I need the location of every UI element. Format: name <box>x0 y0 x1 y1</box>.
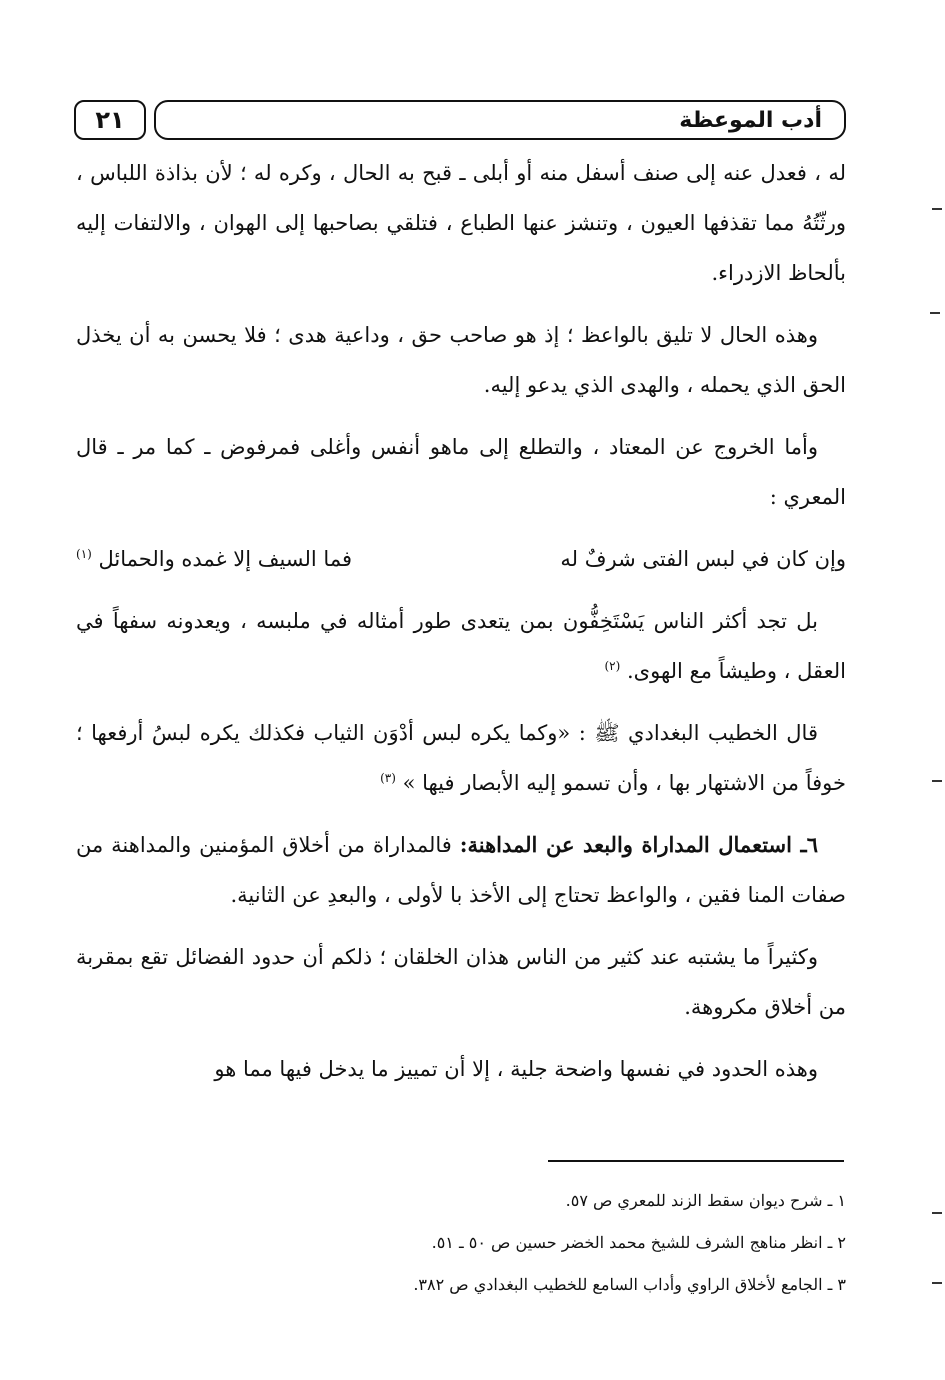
paragraph-text: قال الخطيب البغدادي ﷺ : «وكما يكره لبس أدْوَن الثياب فكذلك يكره لبسُ أرفعها ؛ خوفاً من الاشتهار بها ، وأن تسمو إليه الأبصار فيها » <box>76 721 846 795</box>
footnote-item: ٢ ـ انظر مناهج الشرف للشيخ محمد الخضر حسين ص ٥٠ ـ ٥١. <box>431 1233 846 1252</box>
main-text <box>76 148 846 1106</box>
section-heading: ٦ـ استعمال المداراة والبعد عن المداهنة: <box>459 832 818 857</box>
paragraph <box>76 820 846 920</box>
footnotes <box>76 1180 846 1306</box>
paragraph-text: بل تجد أكثر الناس يَسْتَخِفُّون بمن يتعدى طور أمثاله في ملبسه ، ويعدونه سفهاً في العقل ، وطيشاً مع الهوى. <box>76 609 846 683</box>
paragraph: وأما الخروج عن المعتاد ، والتطلع إلى ماهو أنفس وأغلى فمرفوض ـ كما مر ـ قال المعري : <box>76 435 846 509</box>
verse-second-text: فما السيف إلا غمده والحمائل <box>98 547 353 571</box>
margin-mark <box>932 1212 942 1214</box>
margin-mark <box>932 208 942 210</box>
paragraph: وكثيراً ما يشتبه عند كثير من الناس هذان الخلقان ؛ ذلكم أن حدود الفضائل تقع بمقربة من أخلاق مكروهة. <box>76 945 846 1019</box>
footnote-item: ١ ـ شرح ديوان سقط الزند للمعري ص ٥٧. <box>565 1191 846 1210</box>
paragraph <box>76 708 846 808</box>
verse-first-hemistich: وإن كان في لبس الفتى شرفٌ له <box>560 547 846 571</box>
page-header <box>74 92 846 140</box>
verse-second-hemistich <box>76 534 352 584</box>
footnote-ref: (٣) <box>380 771 396 785</box>
paragraph-text: فالمداراة من أخلاق المؤمنين والمداهنة من صفات المنا فقين ، والواعظ تحتاج إلى الأخذ با لأولى ، والبعدِ عن الثانية. <box>76 833 846 907</box>
footnote-ref: (٢) <box>604 659 621 673</box>
running-title: أدب الموعظة <box>154 100 846 140</box>
paragraph <box>76 596 846 696</box>
page-number: ٢١ <box>74 100 146 140</box>
footnote-separator <box>548 1160 844 1162</box>
margin-mark <box>930 312 940 314</box>
poetry-verse <box>76 534 846 584</box>
footnote-ref: (١) <box>76 547 92 561</box>
margin-mark <box>932 1282 942 1284</box>
margin-mark <box>932 780 942 782</box>
paragraph: له ، فعدل عنه إلى صنف أسفل منه أو أبلى ـ قبح به الحال ، وكره له ؛ لأن بذاذة اللباس ، ورثّتُهُ مما تقذفها العيون ، وتنشز عنها الطباع ، فتلقي بصاحبها إلى الهوان ، والالتفات إليه بألحاظ الازدراء. <box>76 161 846 285</box>
paragraph: وهذه الحدود في نفسها واضحة جلية ، إلا أن تمييز ما يدخل فيها مما هو <box>214 1057 818 1081</box>
paragraph: وهذه الحال لا تليق بالواعظ ؛ إذ هو صاحب حق ، وداعية هدى ؛ فلا يحسن به أن يخذل الحق الذي يحمله ، والهدى الذي يدعو إليه. <box>76 323 846 397</box>
footnote-item: ٣ ـ الجامع لأخلاق الراوي وأداب السامع للخطيب البغدادي ص ٣٨٢. <box>413 1275 846 1294</box>
